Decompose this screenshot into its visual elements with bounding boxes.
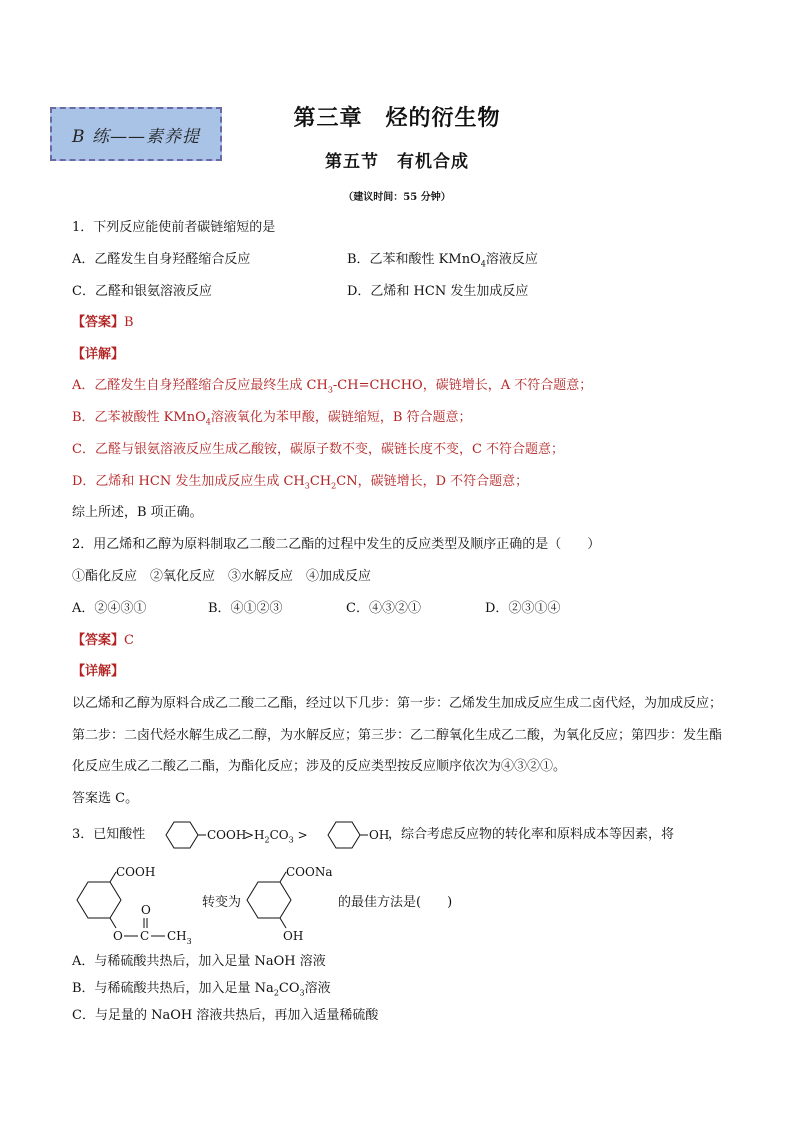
q3-option-a: A．与稀硫酸共热后，加入足量 NaOH 溶液 [72,954,326,969]
q1-option-b: B．乙苯和酸性 KMnO$_4$溶液反应 [347,252,538,269]
phenol-structure [320,818,388,852]
q2-option-b: B．④①②③ [208,601,283,616]
sodium-salicylate-structure [242,862,338,946]
q1-answer: 【答案】B [72,315,134,330]
q2-reaction-types: ①酯化反应 ②氧化反应 ③水解反应 ④加成反应 [72,569,372,584]
q2-detail-label: 【详解】 [72,664,125,679]
q2-detail: 以乙烯和乙醇为原料合成乙二酸二乙酯，经过以下几步：第一步：乙烯发生加成反应生成二卤代烃，为加成反应；第二步：二卤代烃水解生成乙二醇，为水解反应；第三步：乙二醇氧化生成乙二酸，为氧化反应；第四步：发生酯化反应生成乙二酸乙二酯，为酯化反应；涉及的反应类型按反应顺序依次为④③②①。 [72,696,723,774]
q1-option-c: C．乙醛和银氨溶液反应 [72,284,212,299]
q2-choice: 答案选 C。 [72,791,139,806]
q3-stem-start: 3．已知酸性 [72,827,146,842]
badge-label: B 练——素养提 [72,126,200,147]
benzoic-cooh-label: COOH [207,828,247,842]
aspirin-structure [72,862,200,946]
aspirin-carbonyl-o: O [141,903,151,917]
aspirin-ester-o: O [113,929,123,943]
q1-explain-d: D．乙烯和 HCN 发生加成反应生成 $CH_3CH_2CN$，碳链增长，D 不符合题意； [72,474,529,491]
q2-stem: 2．用乙烯和乙醇为原料制取乙二酸二乙酯的过程中发生的反应类型及顺序正确的是（ ） [72,537,601,552]
q1-explain-b: B．乙苯被酸性 KMnO$_4$溶液氧化为苯甲酸，碳链缩短，B 符合题意； [72,410,472,427]
carbonic-acid-comparison: $>H_2CO_3$ > [244,828,308,845]
phenol-oh-label: OH [369,828,390,842]
q3-option-c: C．与足量的 NaOH 溶液共热后，再加入适量稀硫酸 [72,1008,379,1023]
chapter-title: 第三章 烃的衍生物 [293,106,501,131]
aspirin-methyl: $CH_3$ [167,929,192,946]
q1-option-d: D．乙烯和 HCN 发生加成反应 [347,284,529,299]
q1-detail-label: 【详解】 [72,347,125,362]
q3-stem-end: ，综合考虑反应物的转化率和原料成本等因素，将 [388,827,675,842]
q2-answer: 【答案】C [72,633,134,648]
q3-option-b: B．与稀硫酸共热后，加入足量 $Na_2CO_3$溶液 [72,981,331,998]
suggested-time: （建议时间：55 分钟） [343,192,451,203]
product-coona-label: COONa [286,865,333,879]
aspirin-cooh-label: COOH [116,865,156,879]
q1-stem: 1．下列反应能使前者碳链缩短的是 [72,220,276,235]
benzoic-acid-structure [158,818,247,852]
q1-option-a: A．乙醛发生自身羟醛缩合反应 [72,252,251,267]
q1-explain-a: A．乙醛发生自身羟醛缩合反应最终生成 $CH_3-CH=CHCHO$，碳链增长，A 不符合题意； [72,378,593,395]
product-oh-label: OH [283,929,304,943]
q3-best-method: 的最佳方法是( ) [338,895,453,910]
q1-summary: 综上所述，B 项正确。 [72,505,203,520]
section-title: 第五节 有机合成 [325,152,469,172]
q3-transform-to: 转变为 [202,895,242,910]
q2-option-d: D．②③①④ [485,601,561,616]
q2-option-a: A．②④③① [72,601,147,616]
practice-badge [50,107,222,161]
q2-option-c: C．④③②① [346,601,421,616]
aspirin-carbonyl-c: C [140,929,150,943]
q1-explain-c: C．乙醛与银氨溶液反应生成乙酸铵，碳原子数不变，碳链长度不变，C 不符合题意； [72,442,565,457]
